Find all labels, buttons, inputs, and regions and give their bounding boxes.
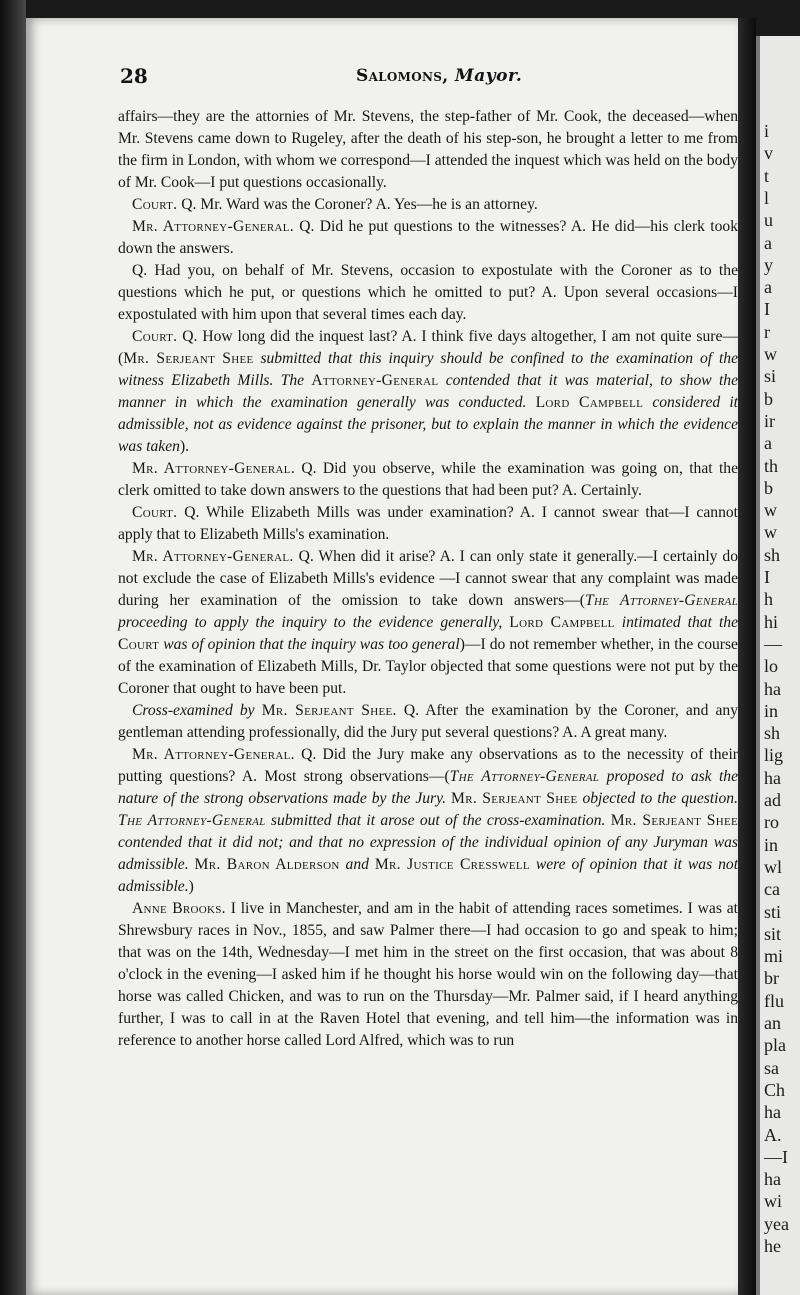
facing-page-fragment: an [764,1013,781,1033]
facing-page-fragment: w [764,500,777,521]
page-body [118,106,738,1052]
facing-page-fragment: ha [764,678,781,699]
facing-page-fragment: pla [764,1035,786,1056]
facing-page-fragment: hi [764,611,779,632]
facing-page-fragment: sti [764,901,782,922]
paragraph: Court. Q. How long did the inquest last? A. I think five days altogether, I am not quite sure—(Mr. Serjeant Shee submitted that this inquiry should be confined to the examination of the witness Elizabeth Mills. The Attorney-General contended that it was material, to show the manner in which the examination generally was conducted. Lord Campbell considered it admissible, not as evidence against the prisoner, but to explain the manner in which the evidence was taken). [118,328,739,455]
paragraph: Anne Brooks. I live in Manchester, and am in the habit of attending races sometimes. I was at Shrewsbury races in Nov., 1855, and saw Palmer there—I had occasion to go and speak to him; that was on the 14th, Wednesday—I met him in the street on the first occasion, that was about 8 o'clock in the evening—I asked him if he thought his horse would win on the following day—that horse was called Chicken, and was to run on the Thursday—Mr. Palmer said, if I heard anything further, I was to call in at the Raven Hotel that evening, and tell him—the information was in reference to another horse called Lord Alfred, which was to run [118,900,738,1049]
facing-page-fragment: he [764,1236,781,1256]
paragraph: Cross-examined by Mr. Serjeant Shee. Q. After the examination by the Coroner, and any gentleman attending professionally, did the Jury put several questions? A. A great many. [118,702,738,741]
facing-page-fragment: ha [764,1102,781,1123]
paragraph: Mr. Attorney-General. Q. Did the Jury make any observations as to the necessity of their putting questions? A. Most strong observations—(The Attorney-General proposed to ask the nature of the strong observations made by the Jury. Mr. Serjeant Shee objected to the question. The Attorney-General submitted that it arose out of the cross-examination. Mr. Serjeant Shee contended that it did not; and that no expression of the individual opinion of any Juryman was admissible. Mr. Baron Alderson and Mr. Justice Cresswell were of opinion that it was not admissible.) [118,746,739,895]
facing-page-fragment: sa [764,1057,779,1078]
facing-page-fragment: r [764,321,770,342]
facing-page-fragment: a [764,433,772,454]
paragraph: Q. Had you, on behalf of Mr. Stevens, occasion to expostulate with the Coroner as to the questions which he put, or questions which he omitted to put? A. Upon several occasions—I expostulated with him upon that several times each day. [118,262,738,323]
facing-page-fragment: v [764,143,773,164]
facing-page-fragment: flu [764,990,784,1011]
facing-page-fragment: w [764,522,777,543]
book-gutter [738,18,756,1295]
facing-page-fragment: h [764,589,773,610]
facing-page-fragment: I [764,299,770,320]
facing-page-fragment: I [764,567,770,587]
facing-page-fragment: Ch [764,1079,786,1100]
paragraph: Court. Q. While Elizabeth Mills was under examination? A. I cannot swear that—I cannot apply that to Elizabeth Mills's examination. [118,504,738,543]
facing-page-fragment: lig [764,745,784,766]
facing-page-fragment: sh [764,544,781,565]
facing-page-fragment: u [764,210,773,231]
facing-page-fragment: th [764,455,779,476]
facing-page-fragment: — [764,633,782,654]
paragraph: affairs—they are the attornies of Mr. Stevens, the step-father of Mr. Cook, the deceased—when Mr. Stevens came down to Rugeley, after the death of his step-son, he brought a letter to me from the firm in London, with whom we correspond—I attended the inquest which was held on the body of Mr. Cook—I put questions occasionally. [118,108,738,191]
facing-page-fragment: b [764,388,773,409]
paragraph: Mr. Attorney-General. Q. When did it arise? A. I can only state it generally.—I certainly do not exclude the case of Elizabeth Mills's evidence —I cannot swear that any complaint was made during her examination of the omission to take down answers—(The Attorney-General proceeding to apply the inquiry to the evidence generally, Lord Campbell intimated that the Court was of opinion that the inquiry was too general)—I do not remember whether, in the course of the examination of Elizabeth Mills, Dr. Taylor objected that some questions were not put by the Coroner that ought to have been put. [118,548,739,697]
facing-page-fragment: yea [764,1213,789,1234]
facing-page-fragment: sh [764,723,781,744]
facing-page-fragment: w [764,344,777,364]
page-header [120,64,720,88]
running-head: Salomons, Mayor. [356,66,523,86]
book-spine-shadow [0,0,26,1295]
facing-page-fragment: l [764,187,770,208]
facing-page-fragment: A. [764,1124,782,1145]
facing-page-fragment: lo [764,656,779,677]
facing-page-fragment: si [764,366,777,387]
facing-page-fragment: ha [764,767,781,788]
facing-page-fragment: ro [764,812,779,833]
facing-page-fragment: y [764,254,773,275]
facing-page-fragment: ir [764,410,775,431]
facing-page-fragment: sit [764,923,782,944]
facing-page-edge [756,36,800,1295]
facing-page-fragment: in [764,700,779,721]
facing-page-fragment: a [764,232,772,253]
facing-page-fragment: wi [764,1191,782,1212]
paragraph: Court. Q. Mr. Ward was the Coroner? A. Yes—he is an attorney. [132,196,538,213]
facing-page-fragment: a [764,277,772,298]
paragraph: Mr. Attorney-General. Q. Did he put questions to the witnesses? A. He did—his clerk took down the answers. [118,218,738,257]
facing-page-fragment: wl [764,856,782,877]
facing-page-fragment: i [764,121,770,141]
facing-page-fragment: br [764,968,779,989]
facing-page-fragment: in [764,834,779,855]
facing-page-fragment: t [764,165,770,186]
facing-page-fragment: ad [764,790,781,810]
page-number: 28 [120,64,148,88]
paragraph: Mr. Attorney-General. Q. Did you observe, while the examination was going on, that the clerk omitted to take down answers to the questions that had been put? A. Certainly. [118,460,739,499]
facing-page-fragment: ca [764,879,780,900]
facing-page-fragment: ha [764,1169,781,1190]
facing-page-fragment: mi [764,946,784,967]
facing-page-fragment: —I [764,1146,788,1167]
facing-page-fragment: b [764,477,773,498]
